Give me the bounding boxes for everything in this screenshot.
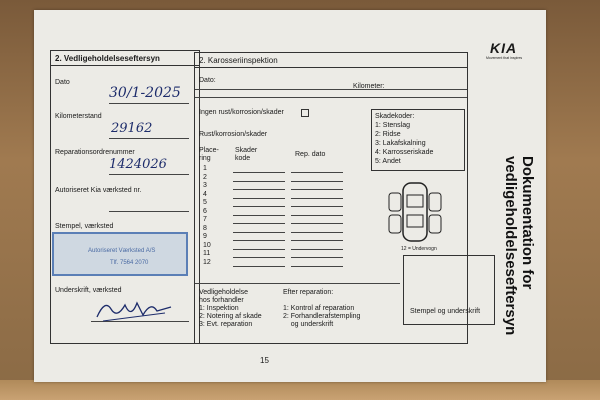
- repair-date-line[interactable]: [291, 249, 343, 250]
- repair-date-line[interactable]: [291, 266, 343, 267]
- repair-date-line[interactable]: [291, 189, 343, 190]
- damage-code-2: 2: Ridse: [375, 131, 401, 138]
- kilometer-line: [195, 97, 467, 98]
- rust-label: Rust/korrosion/skader: [199, 131, 268, 138]
- repair-order-line: [109, 174, 189, 175]
- dealer-item-1: 1: Inspektion: [199, 305, 239, 312]
- inspection-date-line: [195, 89, 467, 90]
- damage-row-number: 11: [203, 250, 211, 257]
- dealer-item-2: 2: Notering af skade: [199, 313, 262, 320]
- date-line: [109, 103, 189, 104]
- car-diagram-icon: [385, 179, 445, 245]
- mileage-line: [109, 138, 189, 139]
- page-number: 15: [260, 356, 269, 365]
- damage-row-number: 3: [203, 182, 207, 189]
- damage-code-line[interactable]: [233, 215, 285, 216]
- body-inspection-panel: [194, 52, 481, 344]
- repair-date-line[interactable]: [291, 223, 343, 224]
- damage-row-number: 8: [203, 224, 207, 232]
- kia-tagline: Movement that inspires: [486, 56, 523, 60]
- table-edge: [0, 380, 600, 400]
- damage-code-line[interactable]: [233, 206, 285, 207]
- no-rust-checkbox[interactable]: [301, 109, 309, 117]
- document-page: [34, 10, 546, 382]
- stamp-signature-label: Stempel og underskrift: [410, 308, 481, 315]
- maintenance-panel: [50, 50, 200, 344]
- damage-row-number: 5: [203, 199, 207, 206]
- column-damage-code-header: Skader kode: [235, 147, 258, 162]
- date-value: 30/1-2025: [109, 85, 181, 101]
- damage-code-line[interactable]: [233, 189, 285, 190]
- damage-code-line[interactable]: [233, 249, 285, 250]
- kia-logo: KIA: [490, 40, 518, 56]
- inspection-date-label: Dato:: [199, 77, 216, 84]
- dealer-title: Vedligeholdelse hos forhandler: [199, 289, 249, 304]
- after-repair-title: Efter reparation:: [283, 289, 334, 296]
- damage-row-number: 6: [203, 207, 207, 215]
- repair-date-line[interactable]: [291, 215, 343, 216]
- damage-codes-box: [371, 109, 465, 171]
- workshop-number-label: Autoriseret Kia værksted nr.: [55, 187, 142, 194]
- side-title-block: [476, 156, 536, 366]
- damage-code-line[interactable]: [233, 266, 285, 267]
- damage-code-line[interactable]: [233, 198, 285, 199]
- damage-code-line[interactable]: [233, 232, 285, 233]
- mileage-value: 29162: [111, 121, 153, 136]
- diagram-caption: 12 = Undervogn: [401, 246, 437, 252]
- repair-order-label: Reparationsordrenummer: [55, 149, 135, 156]
- damage-code-line[interactable]: [233, 257, 285, 258]
- date-label: Dato: [55, 79, 70, 86]
- side-title: Dokumentation for vedligeholdelseseftersyn: [502, 156, 536, 336]
- damage-code-line[interactable]: [233, 223, 285, 224]
- repair-order-value: 1424026: [109, 157, 167, 172]
- damage-code-line[interactable]: [233, 240, 285, 241]
- repair-date-line[interactable]: [291, 232, 343, 233]
- repair-date-line[interactable]: [291, 198, 343, 199]
- workshop-stamp-label: Stempel, værksted: [55, 223, 114, 230]
- repair-date-line[interactable]: [291, 240, 343, 241]
- workshop-stamp: [52, 232, 188, 276]
- damage-row-number: 1: [203, 165, 207, 172]
- repair-date-line[interactable]: [291, 172, 343, 173]
- damage-row-number: 4: [203, 190, 207, 198]
- workshop-signature-label: Underskrift, værksted: [55, 287, 122, 294]
- body-inspection-title: 2. Karosseriinspektion: [195, 53, 467, 68]
- damage-row-number: 2: [203, 173, 207, 181]
- repair-date-line[interactable]: [291, 181, 343, 182]
- after-repair-item-1: 1: Kontrol af reparation: [283, 305, 355, 312]
- damage-code-5: 5: Andet: [375, 158, 401, 165]
- damage-code-1: 1: Stenslag: [375, 122, 411, 129]
- repair-date-line[interactable]: [291, 257, 343, 258]
- workshop-number-line: [109, 211, 189, 212]
- maintenance-panel-title: 2. Vedligeholdelseseftersyn: [51, 51, 199, 66]
- bottom-divider: [195, 283, 400, 284]
- damage-row-number: 7: [203, 216, 207, 223]
- handwritten-signature: [95, 295, 175, 323]
- dealer-item-3: 3: Evt. reparation: [199, 321, 253, 328]
- stamp-line-2: Tlf. 7564 2070: [110, 260, 149, 266]
- repair-date-line[interactable]: [291, 206, 343, 207]
- damage-code-3: 3: Lakafskalning: [375, 140, 426, 147]
- stamp-line-1: Autoriseret Værksted A/S: [88, 248, 156, 254]
- damage-row-number: 9: [203, 233, 207, 240]
- damage-row-number: 12: [203, 258, 211, 266]
- no-rust-label: Ingen rust/korrosion/skader: [199, 109, 284, 116]
- mileage-label: Kilometerstand: [55, 113, 102, 120]
- damage-code-line[interactable]: [233, 172, 285, 173]
- kilometer-label: Kilometer:: [353, 83, 385, 90]
- damage-codes-title: Skadekoder:: [375, 113, 415, 120]
- column-placement-header: Place- ring: [199, 147, 219, 162]
- damage-row-number: 10: [203, 241, 211, 249]
- after-repair-item-2: 2: Forhandlerafstempling og underskrift: [283, 313, 361, 328]
- damage-code-line[interactable]: [233, 181, 285, 182]
- column-repair-date-header: Rep. dato: [295, 151, 326, 158]
- damage-code-4: 4: Karrosseriskade: [375, 149, 434, 156]
